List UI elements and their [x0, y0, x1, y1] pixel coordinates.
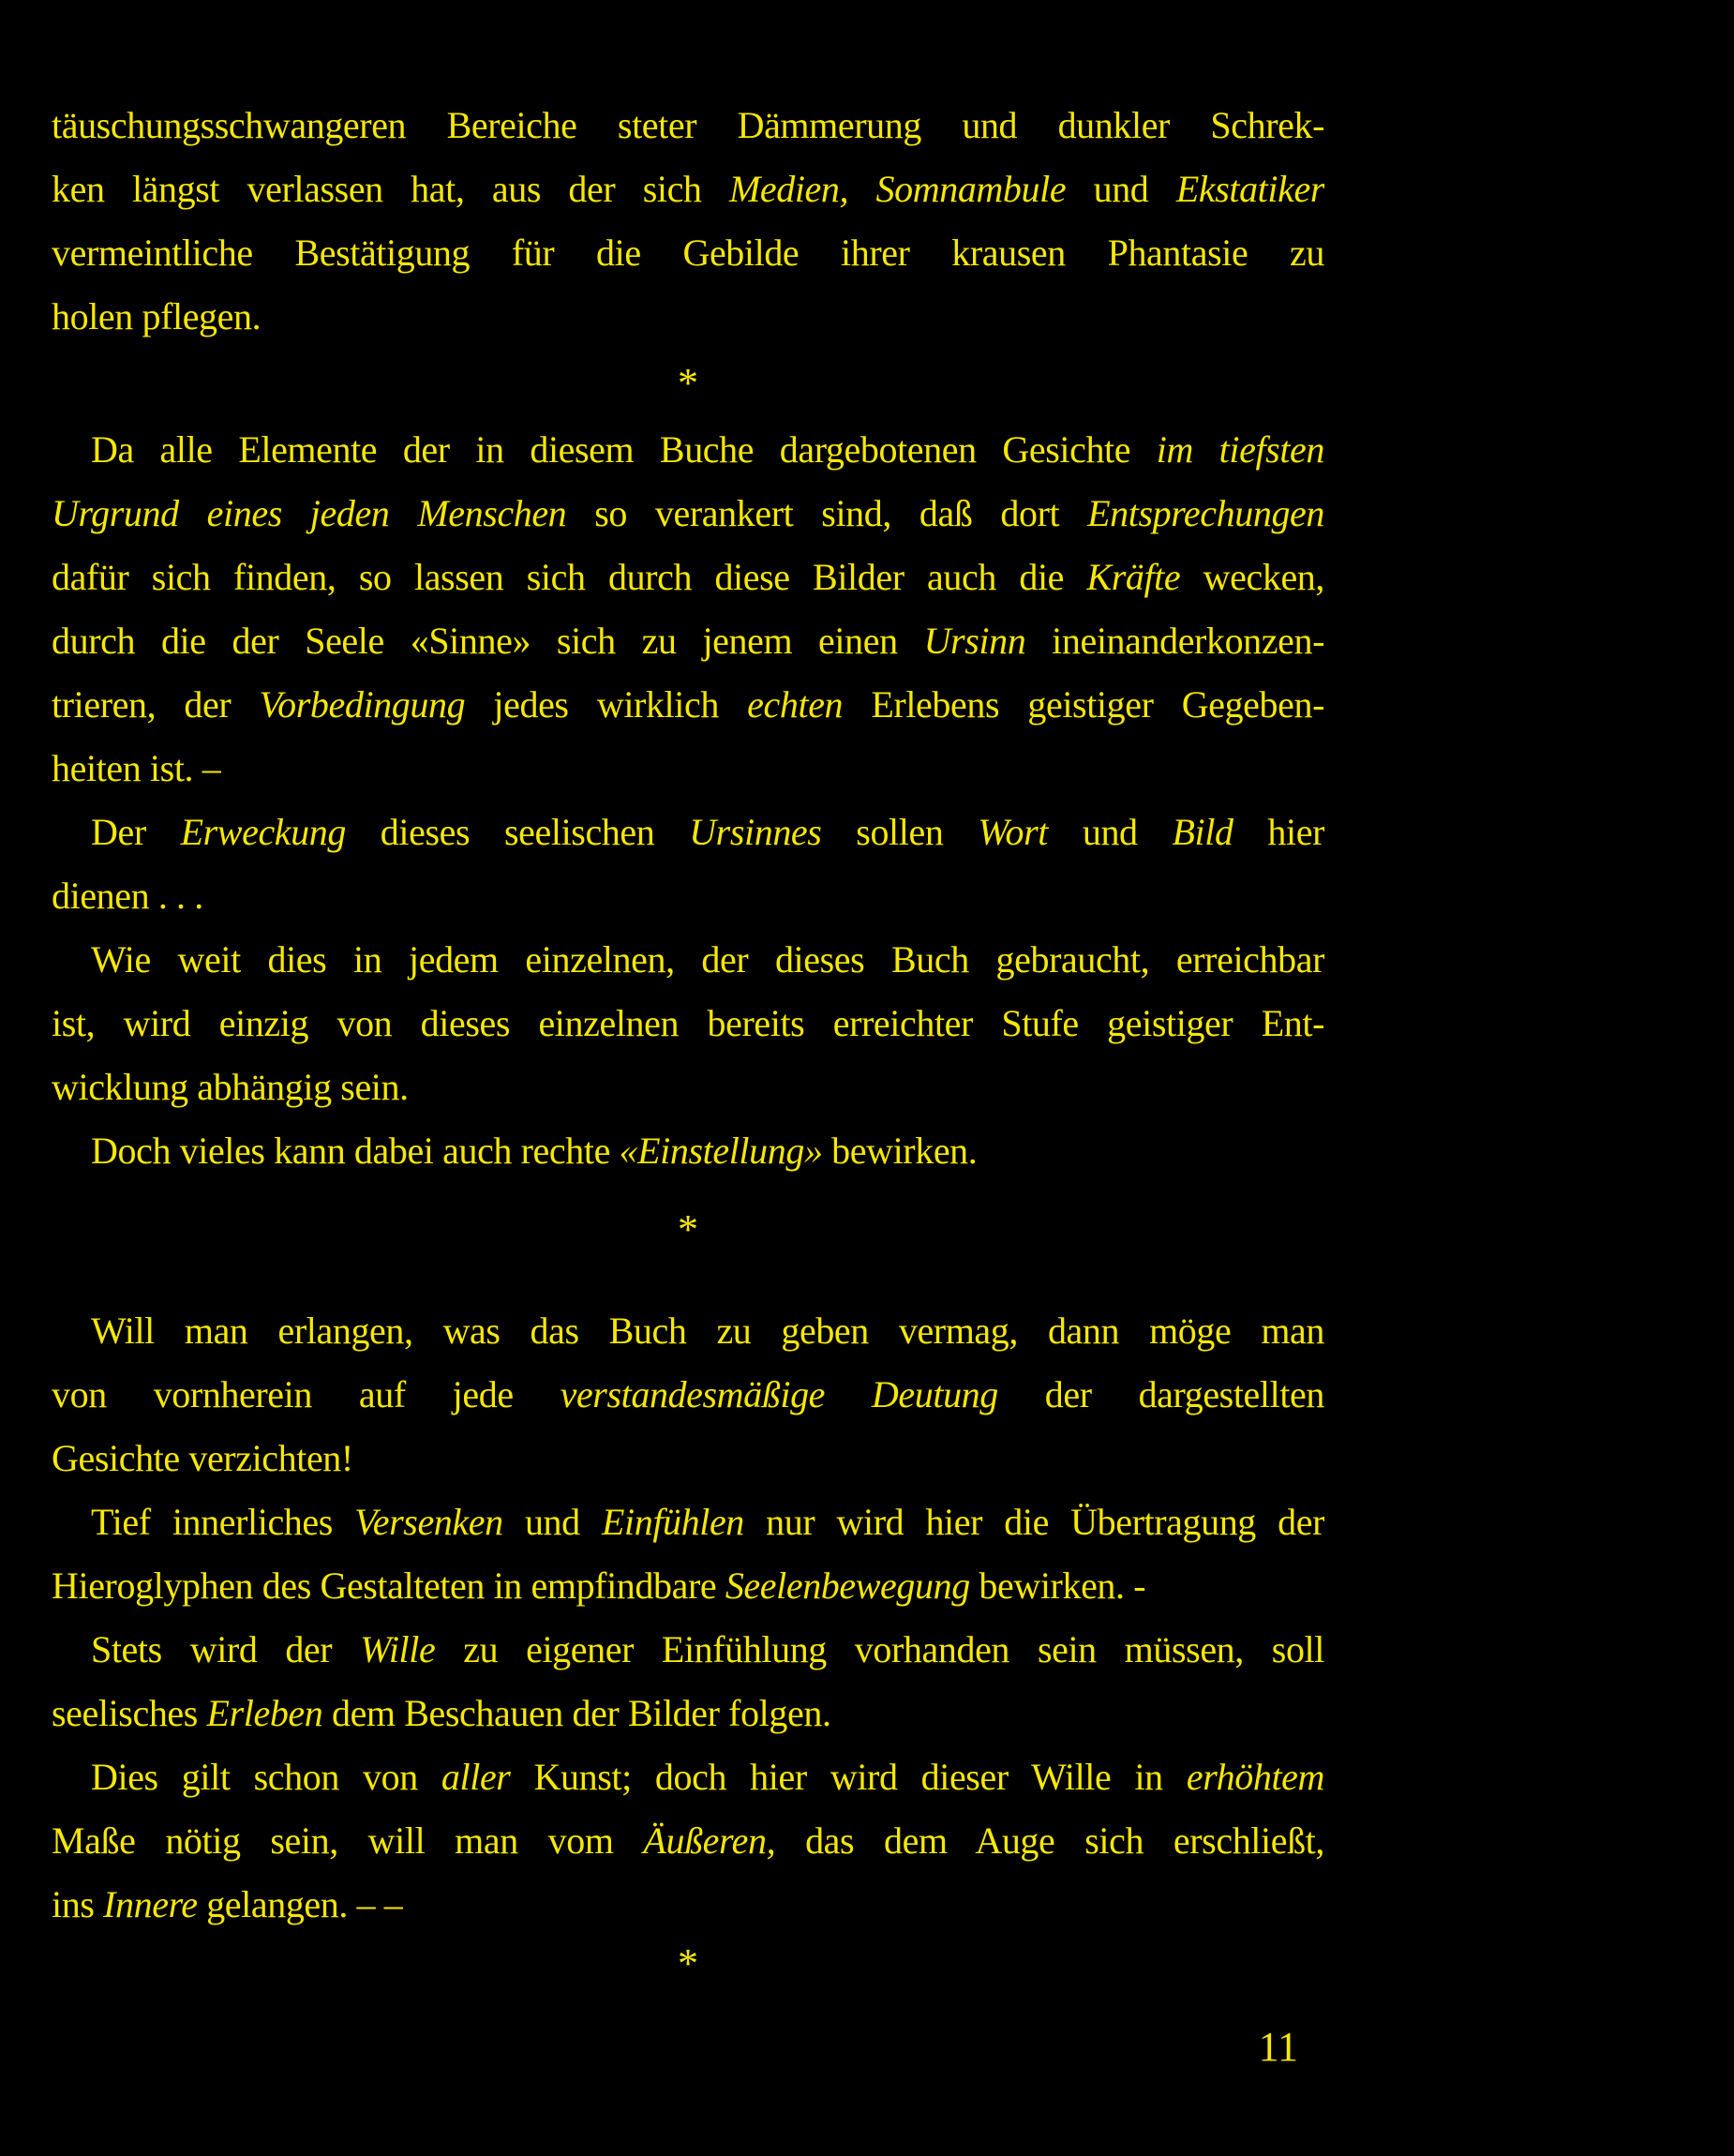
text-line: [52, 1299, 1324, 1363]
text-run: sollen: [821, 811, 979, 853]
text-run: Dies gilt schon von: [91, 1756, 441, 1798]
text-line: [52, 1119, 1324, 1183]
text-line: [52, 1618, 1324, 1682]
italic-text-run: Wille: [360, 1628, 436, 1670]
asterisk-separator: *: [678, 1206, 698, 1252]
section-separator: [52, 1937, 1324, 1991]
text-run: Hieroglyphen des Gestalteten in empfindbare: [52, 1565, 725, 1607]
text-run: Kunst; doch hier wird dieser Wille in: [510, 1756, 1187, 1798]
italic-text-run: Erleben: [206, 1692, 323, 1734]
text-run: das dem Auge sich erschließt,: [775, 1819, 1324, 1862]
text-run: der dargestellten: [997, 1373, 1324, 1415]
italic-text-run: Entsprechungen: [1087, 492, 1324, 534]
text-run: Stets wird der: [91, 1628, 361, 1670]
italic-text-run: Wort: [978, 811, 1049, 853]
text-run: von vornherein auf jede: [52, 1373, 561, 1415]
text-run: Erlebens geistiger Gegeben-: [843, 683, 1324, 726]
text-run: ineinanderkonzen-: [1025, 620, 1324, 662]
text-line: [52, 94, 1324, 157]
italic-text-run: Ursinn: [923, 620, 1026, 662]
text-line: [52, 1363, 1324, 1427]
text-run: Der: [91, 811, 181, 853]
text-run: dafür sich finden, so lassen sich durch diese Bilder auch die: [52, 556, 1087, 598]
text-run: dem Beschauen der Bilder folgen.: [322, 1692, 831, 1734]
text-run: wecken,: [1180, 556, 1324, 598]
text-line: [52, 992, 1324, 1056]
italic-text-run: Vorbedingung: [259, 683, 466, 726]
text-line: [52, 928, 1324, 992]
asterisk-separator: *: [678, 360, 698, 406]
italic-text-run: im tiefsten: [1156, 428, 1324, 471]
italic-text-run: Ursinnes: [689, 811, 822, 853]
italic-text-run: Innere: [103, 1883, 198, 1925]
text-run: Tief innerliches: [91, 1501, 355, 1543]
italic-text-run: Bild: [1172, 811, 1233, 853]
text-line: [52, 1554, 1324, 1618]
text-line: [52, 801, 1324, 864]
text-line: [52, 482, 1324, 546]
text-line: [52, 1490, 1324, 1554]
text-run: ken längst verlassen hat, aus der sich: [52, 168, 729, 210]
text-run: gelangen. – –: [197, 1883, 403, 1925]
italic-text-run: Seelenbewegung: [725, 1565, 970, 1607]
italic-text-run: echten: [747, 683, 844, 726]
italic-text-run: Versenken: [354, 1501, 503, 1543]
italic-text-run: Einfühlen: [601, 1501, 744, 1543]
text-line: [52, 1427, 1324, 1490]
text-run: täuschungsschwangeren Bereiche steter Dämmerung und dunkler Schrek-: [52, 104, 1324, 146]
italic-text-run: Ekstatiker: [1175, 168, 1324, 210]
italic-text-run: Medien, Somnambule: [728, 168, 1067, 210]
text-line: [52, 546, 1324, 609]
text-run: Gesichte verzichten!: [52, 1437, 353, 1479]
italic-text-run: Kräfte: [1086, 556, 1181, 598]
body-text: [52, 94, 1324, 1991]
section-separator: [52, 349, 1324, 418]
text-run: bewirken. -: [969, 1565, 1146, 1607]
italic-text-run: erhöhtem: [1186, 1756, 1324, 1798]
text-run: und: [1066, 168, 1176, 210]
text-run: holen pflegen.: [52, 295, 262, 337]
text-line: [52, 157, 1324, 221]
text-run: und: [502, 1501, 602, 1543]
text-run: Will man erlangen, was das Buch zu geben vermag, dann möge man: [91, 1310, 1324, 1352]
italic-text-run: Urgrund eines jeden Menschen: [52, 492, 567, 534]
text-run: seelisches: [52, 1692, 207, 1734]
text-run: zu eigener Einfühlung vorhanden sein müssen, soll: [435, 1628, 1324, 1670]
text-line: [52, 673, 1324, 737]
text-line: [52, 1056, 1324, 1119]
italic-text-run: Erweckung: [180, 811, 346, 853]
text-run: bewirken.: [822, 1130, 978, 1172]
italic-text-run: verstandesmäßige Deutung: [560, 1373, 998, 1415]
text-line: [52, 1873, 1324, 1937]
text-run: vermeintliche Bestätigung für die Gebilde ihrer krausen Phantasie zu: [52, 232, 1324, 274]
text-run: dienen . . .: [52, 875, 203, 917]
text-run: Maße nötig sein, will man vom: [52, 1819, 644, 1862]
text-column: [52, 94, 1324, 2079]
text-line: [52, 418, 1324, 482]
text-run: Wie weit dies in jedem einzelnen, der dieses Buch gebraucht, erreichbar: [91, 938, 1324, 981]
text-line: [52, 1745, 1324, 1809]
italic-text-run: «Einstellung»: [619, 1130, 823, 1172]
text-run: dieses seelischen: [345, 811, 690, 853]
text-run: ins: [52, 1883, 104, 1925]
text-line: [52, 737, 1324, 801]
text-line: [52, 864, 1324, 928]
text-run: hier: [1233, 811, 1324, 853]
text-line: [52, 221, 1324, 285]
italic-text-run: Äußeren,: [643, 1819, 776, 1862]
text-run: und: [1048, 811, 1173, 853]
text-run: so verankert sind, daß dort: [566, 492, 1088, 534]
text-run: durch die der Seele «Sinne» sich zu jenem einen: [52, 620, 924, 662]
text-line: [52, 1809, 1324, 1873]
text-run: heiten ist. –: [52, 747, 221, 789]
italic-text-run: aller: [441, 1756, 511, 1798]
text-line: [52, 609, 1324, 673]
page-number: 11: [1258, 2024, 1298, 2070]
text-line: [52, 1682, 1324, 1745]
text-run: Doch vieles kann dabei auch rechte: [91, 1130, 620, 1172]
text-run: wicklung abhängig sein.: [52, 1066, 409, 1108]
text-run: Da alle Elemente der in diesem Buche dargebotenen Gesichte: [91, 428, 1157, 471]
text-run: trieren, der: [52, 683, 260, 726]
text-line: [52, 285, 1324, 349]
asterisk-separator: *: [678, 1940, 698, 1986]
text-run: jedes wirklich: [465, 683, 748, 726]
text-run: nur wird hier die Übertragung der: [743, 1501, 1324, 1543]
text-run: ist, wird einzig von dieses einzelnen bereits erreichter Stufe geistiger Ent-: [52, 1002, 1324, 1044]
section-separator: [52, 1183, 1324, 1277]
